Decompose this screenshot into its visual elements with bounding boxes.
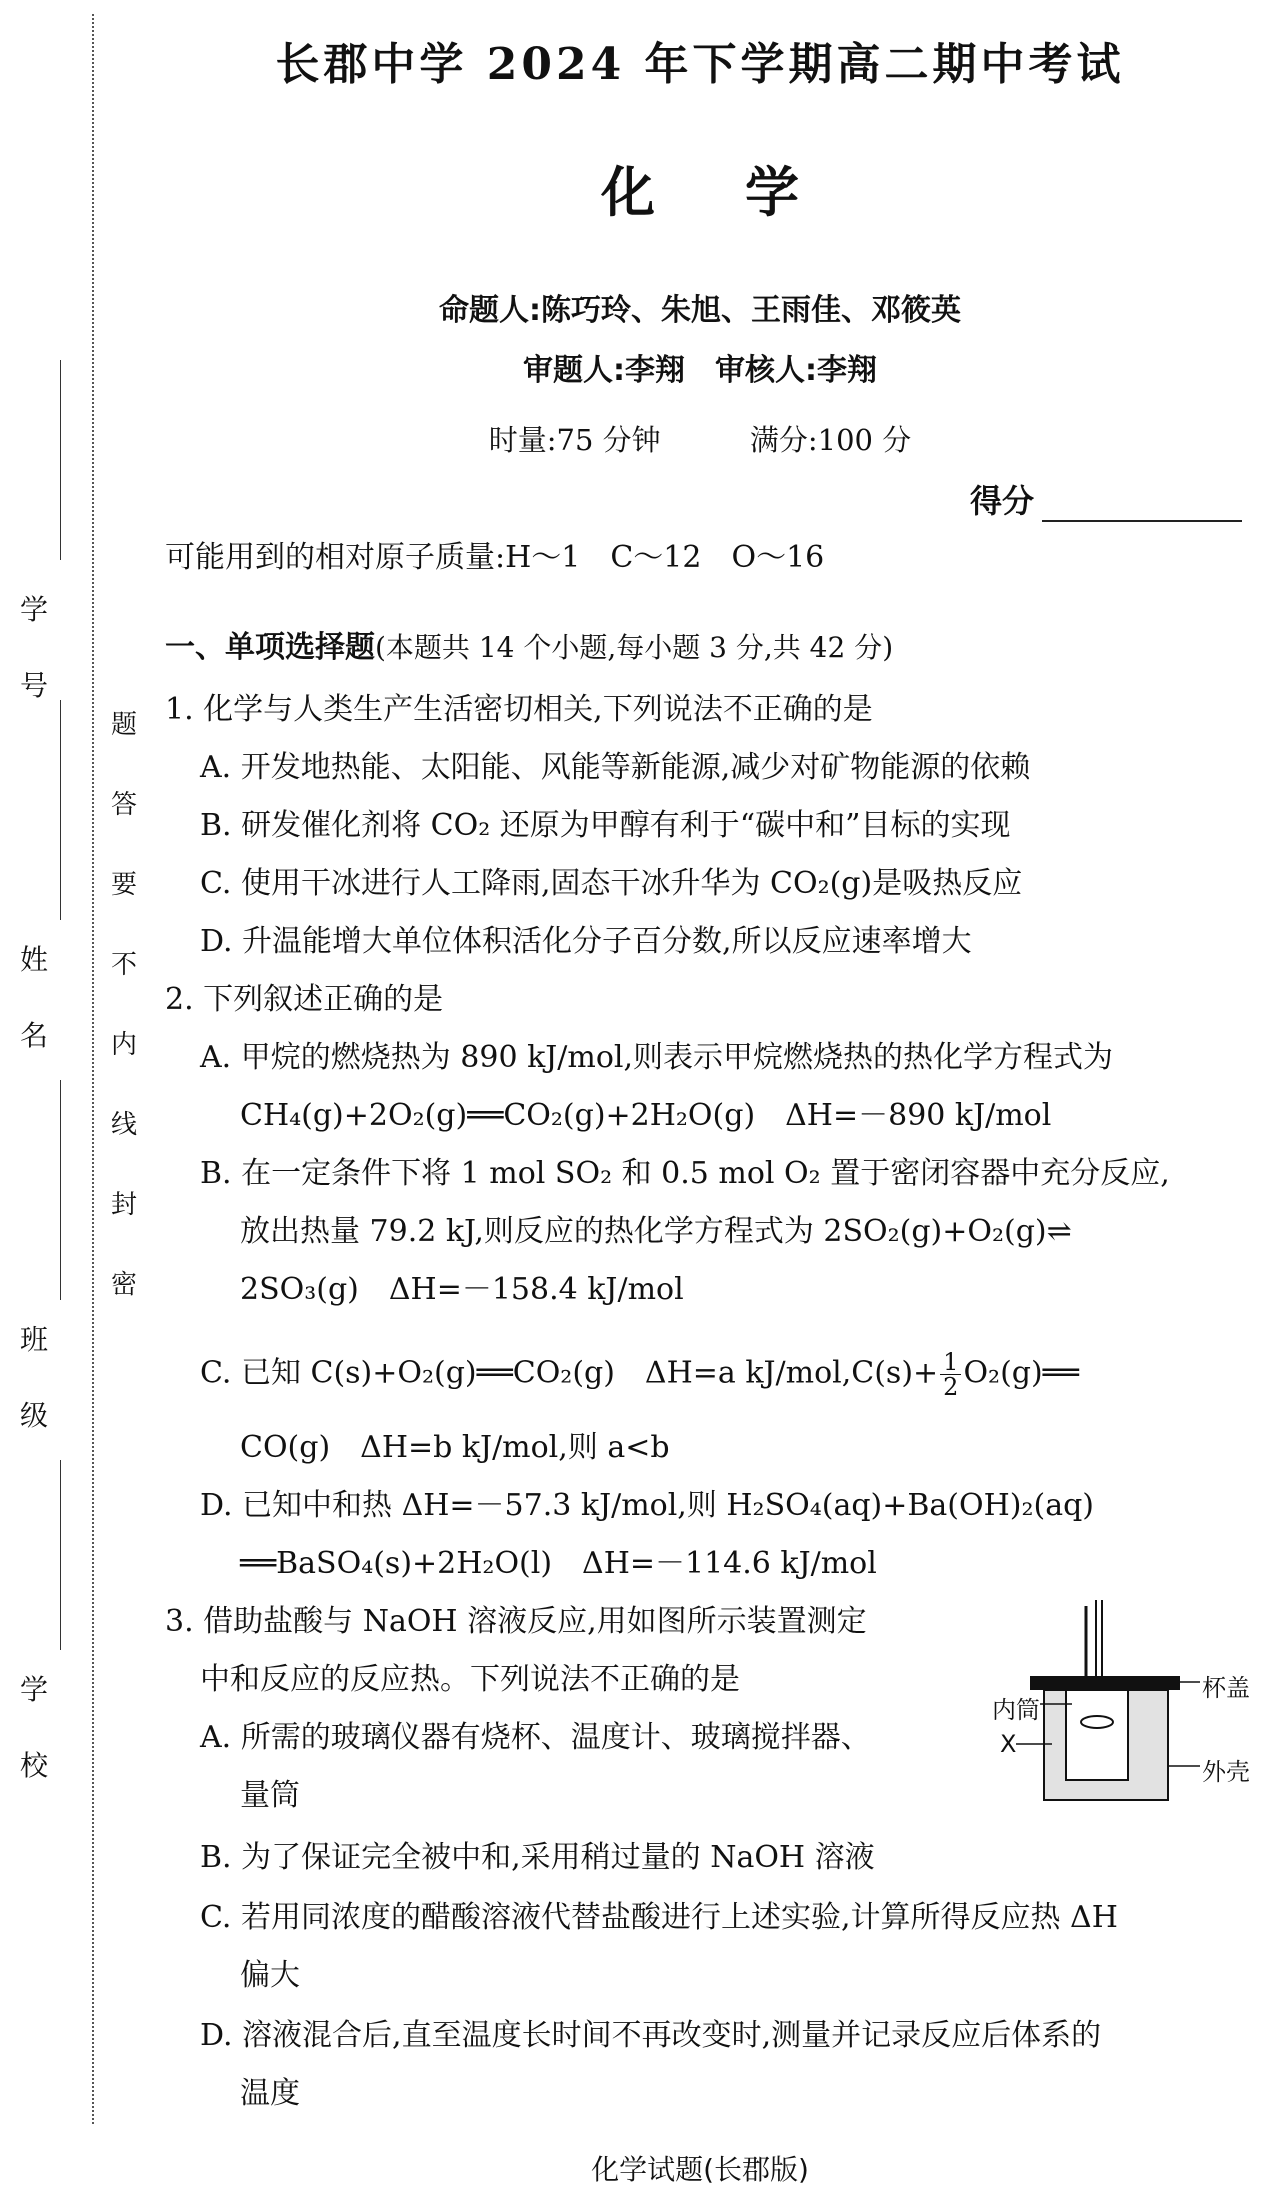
- seal-char: 题: [110, 710, 137, 740]
- q3-stem-line1: 3. 借助盐酸与 NaOH 溶液反应,用如图所示装置测定: [165, 1604, 867, 1639]
- seal-char: 要: [110, 870, 137, 900]
- q3-option-d-line2: 温度: [240, 2076, 300, 2111]
- field-line-school: [60, 1460, 61, 1650]
- field-label-name: 姓 名: [19, 943, 48, 1052]
- label-x: X: [1000, 1730, 1017, 1758]
- page-footer: 化学试题(长郡版): [591, 2153, 809, 2186]
- field-label-student-id: 学 号: [19, 593, 48, 702]
- seal-char: 密: [110, 1270, 137, 1300]
- q3-option-b: B. 为了保证完全被中和,采用稍过量的 NaOH 溶液: [200, 1840, 875, 1875]
- q2-option-c-line2: CO(g) ΔH=b kJ/mol,则 a<b: [240, 1430, 670, 1465]
- q2-option-d-line1: D. 已知中和热 ΔH=－57.3 kJ/mol,则 H₂SO₄(aq)+Ba(OH)₂(aq): [200, 1488, 1094, 1523]
- binding-dotted-line: [92, 14, 94, 2124]
- fraction-denominator: 2: [943, 1373, 959, 1401]
- q2-option-c-text: C. 已知 C(s)+O₂(g)══CO₂(g) ΔH=a kJ/mol,C(s)+: [200, 1355, 939, 1391]
- lid: [1030, 1676, 1180, 1690]
- subject-title: 化学: [601, 160, 889, 224]
- q2-option-d-line2: ══BaSO₄(s)+2H₂O(l) ΔH=－114.6 kJ/mol: [240, 1546, 877, 1581]
- seal-char: 不: [110, 950, 137, 980]
- q2-option-a-line1: A. 甲烷的燃烧热为 890 kJ/mol,则表示甲烷燃烧热的热化学方程式为: [200, 1040, 1114, 1075]
- seal-text: [104, 705, 144, 1345]
- label-inner-cylinder: 内筒: [992, 1696, 1040, 1724]
- section-title-text: 一、单项选择题: [165, 630, 375, 665]
- score-blank[interactable]: [1042, 490, 1242, 522]
- seal-char: 封: [110, 1190, 137, 1220]
- reviewers: 审题人:李翔 审核人:李翔: [523, 353, 877, 388]
- field-line-class: [60, 1080, 61, 1300]
- q3-stem-line2: 中和反应的反应热。下列说法不正确的是: [200, 1662, 740, 1697]
- exam-title: 长郡中学 2024 年下学期高二期中考试: [275, 39, 1125, 90]
- q2-option-b-line1: B. 在一定条件下将 1 mol SO₂ 和 0.5 mol O₂ 置于密闭容器中充分反应,: [200, 1156, 1170, 1191]
- q1-option-a: A. 开发地热能、太阳能、风能等新能源,减少对矿物能源的依赖: [200, 750, 1031, 785]
- seal-char: 答: [110, 790, 137, 820]
- question-authors: 命题人:陈巧玲、朱旭、王雨佳、邓筱英: [439, 293, 961, 328]
- field-line-student-id: [60, 360, 61, 560]
- q1-option-c: C. 使用干冰进行人工降雨,固态干冰升华为 CO₂(g)是吸热反应: [200, 866, 1023, 901]
- score-field: [970, 476, 1242, 522]
- q1-option-b: B. 研发催化剂将 CO₂ 还原为甲醇有利于“碳中和”目标的实现: [200, 808, 1011, 843]
- time-limit: 时量:75 分钟: [488, 423, 661, 457]
- q1-option-d: D. 升温能增大单位体积活化分子百分数,所以反应速率增大: [200, 924, 972, 959]
- field-label-school: 学 校: [19, 1673, 48, 1782]
- q3-option-a-line2: 量筒: [240, 1778, 300, 1813]
- q2-option-b-line3: 2SO₃(g) ΔH=－158.4 kJ/mol: [240, 1272, 684, 1307]
- fraction-numerator: 1: [940, 1350, 961, 1375]
- calorimeter-figure: [992, 1596, 1260, 1836]
- label-lid: 杯盖: [1202, 1674, 1250, 1702]
- seal-char: 线: [110, 1110, 137, 1140]
- q2-option-b-line2: 放出热量 79.2 kJ,则反应的热化学方程式为 2SO₂(g)+O₂(g)⇌: [240, 1214, 1072, 1249]
- inner-cylinder: [1066, 1690, 1128, 1780]
- fraction-one-half: [940, 1350, 961, 1399]
- seal-char: 内: [110, 1030, 137, 1060]
- full-score: 满分:100 分: [749, 423, 912, 457]
- section-note: (本题共 14 个小题,每小题 3 分,共 42 分): [375, 631, 894, 664]
- atomic-masses: 可能用到的相对原子质量:H～1 C～12 O～16: [165, 540, 825, 575]
- q2-option-a-line2: CH₄(g)+2O₂(g)══CO₂(g)+2H₂O(g) ΔH=－890 kJ/mol: [240, 1098, 1052, 1133]
- q2-option-c-line1: [200, 1350, 1079, 1399]
- field-line-name: [60, 700, 61, 920]
- score-label: 得分: [970, 482, 1035, 520]
- label-outer-shell: 外壳: [1202, 1758, 1250, 1786]
- q1-stem: 1. 化学与人类生产生活密切相关,下列说法不正确的是: [165, 692, 873, 727]
- q2-stem: 2. 下列叙述正确的是: [165, 982, 444, 1017]
- field-label-class: 班 级: [19, 1323, 48, 1432]
- q3-option-c-line1: C. 若用同浓度的醋酸溶液代替盐酸进行上述实验,计算所得反应热 ΔH: [200, 1900, 1118, 1935]
- q2-option-c-text-end: O₂(g)══: [963, 1355, 1079, 1391]
- exam-meta: [160, 418, 1240, 459]
- q3-option-c-line2: 偏大: [240, 1958, 300, 1993]
- section-title: [165, 628, 893, 668]
- q3-option-d-line1: D. 溶液混合后,直至温度长时间不再改变时,测量并记录反应后体系的: [200, 2018, 1102, 2053]
- q3-option-a-line1: A. 所需的玻璃仪器有烧杯、温度计、玻璃搅拌器、: [200, 1720, 871, 1755]
